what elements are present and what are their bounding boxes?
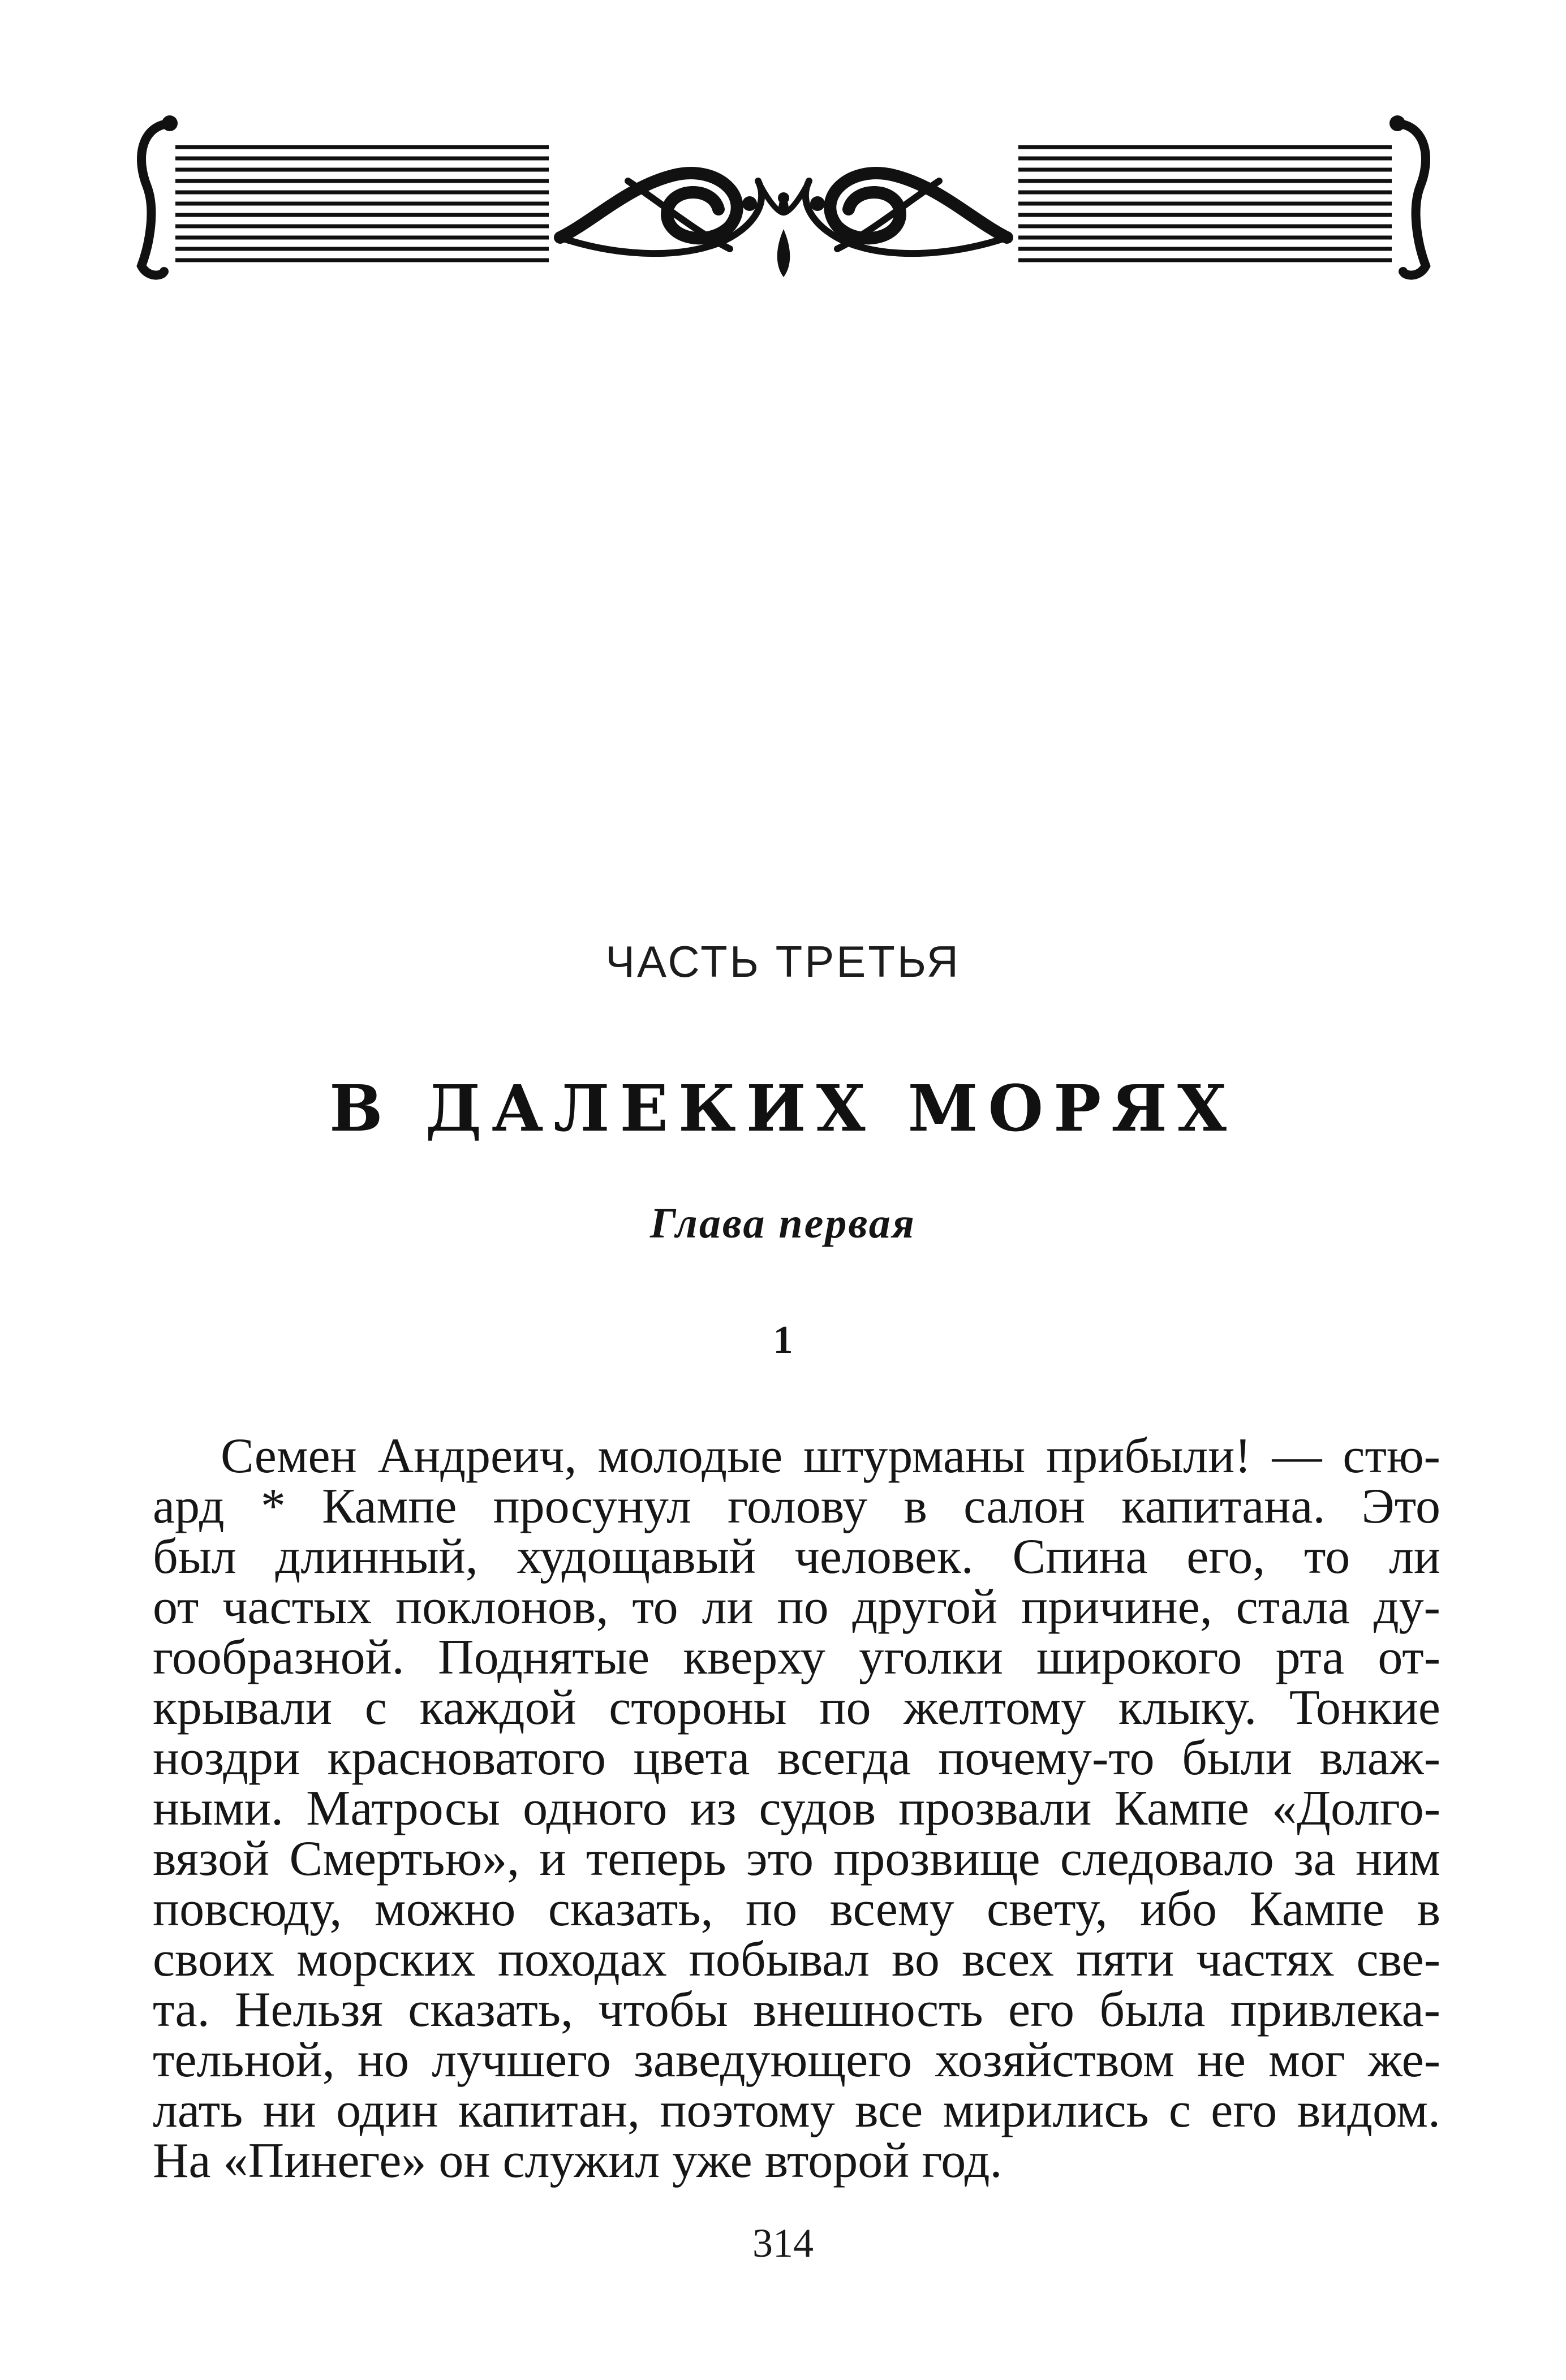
chapter-heading: Глава первая: [650, 1200, 916, 1247]
text-line: лать ни один капитан, поэтому все мирились с его видом.: [153, 2083, 1440, 2138]
text-line: ноздри красноватого цвета всегда почему-то были влаж-: [153, 1731, 1440, 1786]
ornament-right-bracket: [1403, 124, 1426, 275]
text-line: ард * Кампе просунул голову в салон капитана. Это: [153, 1479, 1440, 1534]
text-line: вязой Смертью», и теперь это прозвище следовало за ним: [153, 1831, 1440, 1886]
text-line: ными. Матросы одного из судов прозвали Кампе «Долго-: [153, 1781, 1440, 1836]
text-line: был длинный, худощавый человек. Спина его, то ли: [153, 1529, 1440, 1584]
section-number: 1: [773, 1318, 793, 1362]
text-line: крывали с каждой стороны по желтому клыку. Тонкие: [153, 1680, 1440, 1735]
page-title: В ДАЛЕКИХ МОРЯХ: [329, 1072, 1237, 1146]
part-label: ЧАСТЬ ТРЕТЬЯ: [605, 937, 961, 986]
text-line: от частых поклонов, то ли по другой причине, стала ду-: [153, 1580, 1440, 1635]
text-line: своих морских походах побывал во всех пяти частях све-: [153, 1932, 1440, 1987]
text-line: гообразной. Поднятые кверху уголки широкого рта от-: [153, 1630, 1440, 1685]
ornament-right-rules: [1018, 147, 1392, 260]
ornament-center-drop: [777, 229, 790, 277]
text-line: тельной, но лучшего заведующего хозяйством не мог же-: [153, 2033, 1440, 2088]
chapter-header-ornament: [130, 107, 1437, 300]
text-line: повсюду, можно сказать, по всему свету, ибо Кампе в: [153, 1882, 1440, 1937]
text-line: На «Пинеге» он служил уже второй год.: [153, 2133, 1003, 2188]
body-paragraph: [153, 1431, 1440, 2186]
page-number: 314: [752, 2221, 814, 2266]
ornament-left-bracket: [141, 124, 164, 275]
ornament-left-rules: [175, 147, 549, 260]
text-line: та. Нельзя сказать, чтобы внешность его была привлека-: [153, 1982, 1440, 2037]
text-line: Семен Андреич, молодые штурманы прибыли! — стю-: [221, 1429, 1440, 1484]
